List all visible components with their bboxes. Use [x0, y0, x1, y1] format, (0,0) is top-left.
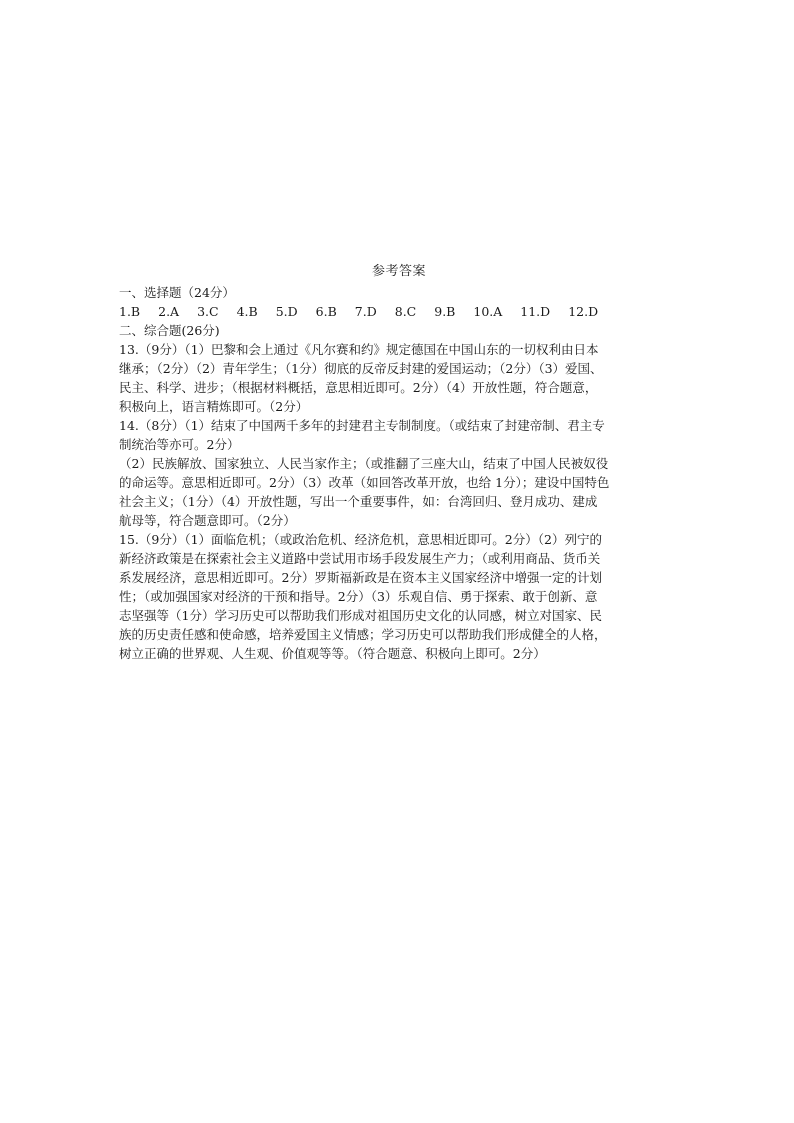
- answer-11: 11.D: [520, 304, 551, 319]
- answer-2: 2.A: [158, 304, 180, 319]
- answer-line: 14.（8分）（1）结束了中国两千多年的封建君主专制制度。（或结束了封建帝制、君主专: [119, 418, 605, 433]
- answer-line: 社会主义；（1分）（4）开放性题，写出一个重要事件，如：台湾回归、登月成功、建成: [119, 494, 598, 509]
- answer-document: [119, 262, 679, 663]
- answer-7: 7.D: [354, 304, 377, 319]
- answer-10: 10.A: [473, 304, 503, 319]
- answer-line: 15.（9分）（1）面临危机；（或政治危机、经济危机，意思相近即可。2分）（2）列宁的: [119, 532, 602, 547]
- answer-line: 13.（9分）（1）巴黎和会上通过《凡尔赛和约》规定德国在中国山东的一切权利由日本: [119, 342, 599, 357]
- page-title: 参考答案: [371, 264, 426, 279]
- answer-12: 12.D: [568, 304, 599, 319]
- answer-9: 9.B: [434, 304, 456, 319]
- answer-line: 树立正确的世界观、人生观、价值观等等。（符合题意、积极向上即可。2分）: [119, 646, 546, 661]
- answer-1: 1.B: [119, 304, 141, 319]
- answer-3: 3.C: [197, 304, 219, 319]
- answer-line: 系发展经济，意思相近即可。2分）罗斯福新政是在资本主义国家经济中增强一定的计划: [119, 570, 602, 585]
- answer-line: 制统治等亦可。2分）: [119, 437, 240, 452]
- answer-line: 民主、科学、进步；（根据材料概括，意思相近即可。2分）（4）开放性题，符合题意，: [119, 380, 598, 395]
- answer-line: 继承；（2分）（2）青年学生；（1分）彻底的反帝反封建的爱国运动；（2分）（3）爱国、: [119, 361, 603, 376]
- answer-6: 6.B: [315, 304, 337, 319]
- answer-5: 5.D: [275, 304, 298, 319]
- answer-line: 积极向上，语言精炼即可。（2分）: [119, 399, 309, 414]
- section-1-heading: 一、选择题（24分）: [119, 285, 235, 300]
- answer-line: 新经济政策是在探索社会主义道路中尝试用市场手段发展生产力；（或利用商品、货币关: [119, 551, 601, 566]
- choice-answers-row: [119, 302, 679, 321]
- section-2-heading: 二、综合题(26分): [119, 323, 220, 338]
- answer-line: （2）民族解放、国家独立、人民当家作主；（或推翻了三座大山，结束了中国人民被奴役: [119, 456, 609, 471]
- answer-4: 4.B: [236, 304, 258, 319]
- answer-line: 的命运等。意思相近即可。2分）（3）改革（如回答改革开放，也给 1分）；建设中国特色: [119, 475, 610, 490]
- answer-line: 性；（或加强国家对经济的干预和指导。2分）（3）乐观自信、勇于探索、敢于创新、意: [119, 589, 598, 604]
- answer-8: 8.C: [394, 304, 417, 319]
- answer-line: 航母等，符合题意即可。（2分）: [119, 513, 296, 528]
- answer-line: 族的历史责任感和使命感，培养爱国主义情感；学习历史可以帮助我们形成健全的人格，: [119, 627, 607, 642]
- answer-line: 志坚强等（1分）学习历史可以帮助我们形成对祖国历史文化的认同感，树立对国家、民: [119, 608, 602, 623]
